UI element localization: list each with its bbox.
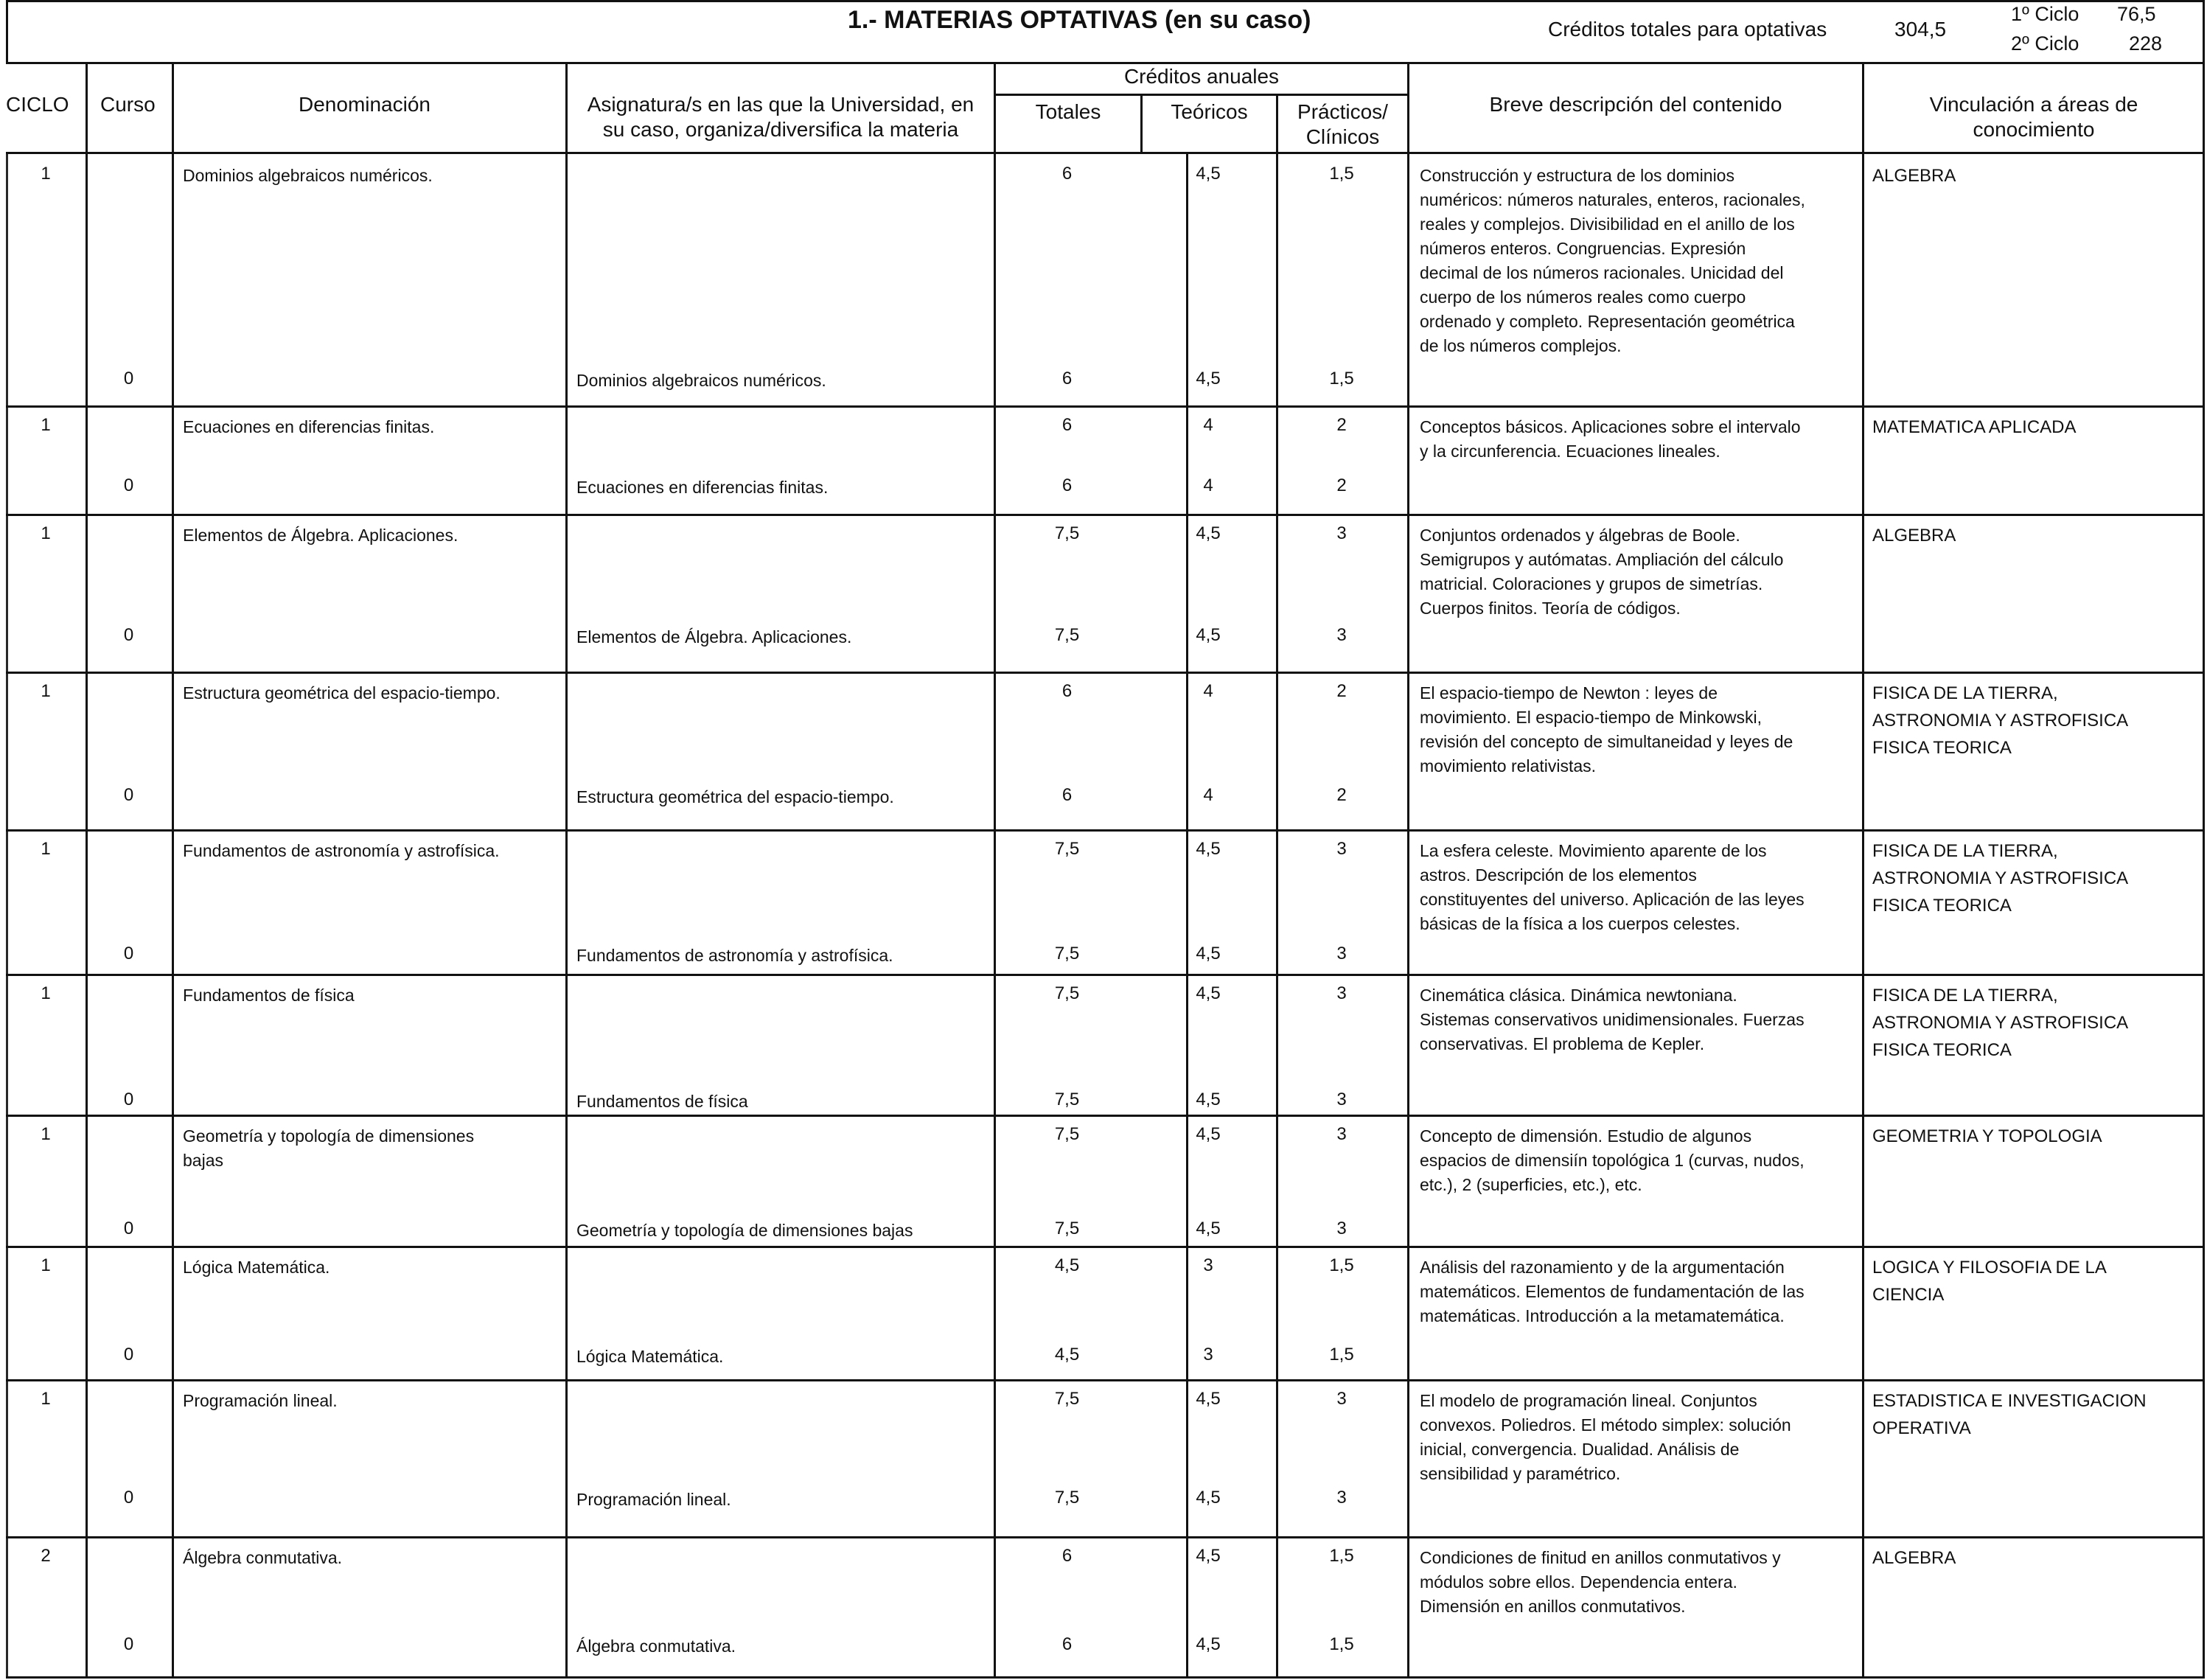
descripcion-cell: Análisis del razonamiento y de la argumentación matemáticos. Elementos de fundamentación de las matemáticas. Introducción a la metamatemática. [1420, 1258, 1805, 1325]
teoricos-sub-cell: 4,5 [1196, 1090, 1221, 1109]
ciclo-cell: 1 [41, 983, 51, 1003]
vinculacion-cell: GEOMETRIA Y TOPOLOGIA [1872, 1126, 2102, 1146]
table-bottom-border [6, 1676, 2204, 1679]
ciclo2-value: 228 [2129, 32, 2163, 55]
curso-cell: 0 [123, 475, 134, 495]
practicos-cell: 2 [1336, 681, 1347, 701]
teoricos-sub-cell: 4,5 [1196, 369, 1221, 388]
denominacion-cell: Dominios algebraicos numéricos. [183, 166, 433, 185]
ciclo-cell: 1 [41, 164, 51, 184]
teoricos-cell: 4,5 [1196, 1124, 1221, 1144]
teoricos-cell: 4,5 [1196, 164, 1221, 184]
vinculacion-cell: MATEMATICA APLICADA [1872, 417, 2077, 437]
practicos-cell: 3 [1336, 983, 1347, 1003]
asignatura-cell: Lógica Matemática. [576, 1347, 724, 1366]
row-divider [6, 974, 2204, 976]
descripcion-cell: La esfera celeste. Movimiento aparente de los astros. Descripción de los elementos constituyentes del universo. Aplicación de las leyes básicas de la física a los cuerpos celestes. [1420, 841, 1805, 933]
totales-sub-cell: 7,5 [1054, 1090, 1080, 1109]
practicos-cell: 3 [1336, 1389, 1347, 1409]
curso-cell: 0 [123, 1219, 134, 1238]
asignatura-cell: Geometría y topología de dimensiones bajas [576, 1221, 913, 1240]
ciclo-cell: 1 [41, 1255, 51, 1275]
totales-sub-cell: 6 [1061, 369, 1073, 388]
descripcion-cell: El espacio-tiempo de Newton : leyes de movimiento. El espacio-tiempo de Minkowski, revisión del concepto de simultaneidad y leyes de movimiento relativistas. [1420, 683, 1793, 775]
practicos-sub-cell: 3 [1336, 625, 1347, 645]
practicos-cell: 1,5 [1329, 1546, 1354, 1566]
practicos-cell: 3 [1336, 523, 1347, 543]
row-divider [6, 1115, 2204, 1117]
descripcion-cell: Condiciones de finitud en anillos conmutativos y módulos sobre ellos. Dependencia entera. Dimensión en anillos conmutativos. [1420, 1548, 1781, 1616]
col-practicos-line2: Clínicos [1305, 125, 1380, 148]
totales-sub-cell: 4,5 [1054, 1345, 1080, 1364]
vinculacion-cell: ALGEBRA [1872, 526, 1956, 546]
asignatura-cell: Álgebra conmutativa. [576, 1637, 736, 1656]
practicos-sub-cell: 3 [1336, 944, 1347, 963]
curso-cell: 0 [123, 1090, 134, 1109]
descripcion-cell: Construcción y estructura de los dominios numéricos: números naturales, enteros, racionales, reales y complejos. Divisibilidad en el anillo de los números enteros. Congruencias. Expresión decimal de los números racionales. Unicidad del cuerpo de los números reales como cuerpo ordenado y completo. Representación geométrica de los números complejos. [1420, 166, 1805, 355]
practicos-cell: 1,5 [1329, 1255, 1354, 1275]
totales-cell: 7,5 [1054, 1124, 1080, 1144]
col-asignatura-line1: Asignatura/s en las que la Universidad, en [587, 93, 975, 116]
col-ciclo: CICLO [6, 93, 69, 116]
row-divider [6, 1246, 2204, 1248]
creditos-totales-value: 304,5 [1894, 18, 1947, 41]
descripcion-cell: El modelo de programación lineal. Conjuntos convexos. Poliedros. El método simplex: solución inicial, convergencia. Dualidad. Análisis de sensibilidad y paramétrico. [1420, 1391, 1791, 1483]
totales-sub-cell: 6 [1061, 475, 1073, 495]
curso-cell: 0 [123, 785, 134, 805]
denominacion-cell: Ecuaciones en diferencias finitas. [183, 417, 435, 436]
ciclo-cell: 1 [41, 1389, 51, 1409]
col-denominacion: Denominación [299, 93, 430, 116]
asignatura-cell: Fundamentos de física [576, 1092, 748, 1111]
practicos-cell: 3 [1336, 839, 1347, 859]
totales-cell: 6 [1061, 164, 1073, 184]
curso-cell: 0 [123, 1634, 134, 1654]
ciclo2-label: 2º Ciclo [2011, 32, 2079, 55]
ciclo1-value: 76,5 [2117, 3, 2156, 25]
vinculacion-cell: FISICA DE LA TIERRA, ASTRONOMIA Y ASTROFISICA FISICA TEORICA [1872, 986, 2129, 1060]
asignatura-cell: Dominios algebraicos numéricos. [576, 371, 826, 390]
vinculacion-cell: ALGEBRA [1872, 166, 1956, 186]
asignatura-cell: Programación lineal. [576, 1490, 731, 1509]
totales-sub-cell: 6 [1061, 1634, 1073, 1654]
teoricos-sub-cell: 4 [1203, 475, 1213, 495]
asignatura-cell: Elementos de Álgebra. Aplicaciones. [576, 627, 852, 646]
creditos-totales-label: Créditos totales para optativas [1548, 18, 1827, 41]
practicos-sub-cell: 1,5 [1329, 369, 1354, 388]
page-title: 1.- MATERIAS OPTATIVAS (en su caso) [848, 6, 1311, 34]
col-vinculacion-line2: conocimiento [1973, 118, 2095, 141]
practicos-sub-cell: 1,5 [1329, 1634, 1354, 1654]
denominacion-cell: Fundamentos de astronomía y astrofísica. [183, 841, 500, 860]
descripcion-cell: Cinemática clásica. Dinámica newtoniana. Sistemas conservativos unidimensionales. Fuerzas conservativas. El problema de Kepler. [1420, 986, 1805, 1053]
denominacion-cell: Geometría y topología de dimensiones bajas [183, 1126, 475, 1170]
curso-cell: 0 [123, 625, 134, 645]
teoricos-cell: 4 [1203, 415, 1213, 435]
col-teoricos: Teóricos [1171, 100, 1248, 123]
asignatura-cell: Fundamentos de astronomía y astrofísica. [576, 946, 893, 965]
teoricos-sub-cell: 4,5 [1196, 944, 1221, 963]
curso-cell: 0 [123, 369, 134, 388]
teoricos-sub-cell: 4,5 [1196, 1219, 1221, 1238]
practicos-cell: 1,5 [1329, 164, 1354, 184]
totales-sub-cell: 7,5 [1054, 944, 1080, 963]
teoricos-sub-cell: 4,5 [1196, 625, 1221, 645]
totales-sub-cell: 7,5 [1054, 1219, 1080, 1238]
col-descripcion: Breve descripción del contenido [1489, 93, 1782, 116]
denominacion-cell: Estructura geométrica del espacio-tiempo. [183, 683, 501, 703]
col-totales: Totales [1035, 100, 1101, 123]
denominacion-cell: Elementos de Álgebra. Aplicaciones. [183, 526, 459, 545]
practicos-cell: 3 [1336, 1124, 1347, 1144]
teoricos-sub-cell: 4,5 [1196, 1488, 1221, 1508]
row-divider [6, 514, 2204, 516]
ciclo-cell: 2 [41, 1546, 51, 1566]
practicos-sub-cell: 3 [1336, 1090, 1347, 1109]
col-creditos-anuales: Créditos anuales [1123, 65, 1280, 88]
vinculacion-cell: ALGEBRA [1872, 1548, 1956, 1568]
denominacion-cell: Lógica Matemática. [183, 1258, 330, 1277]
teoricos-cell: 4 [1203, 681, 1213, 701]
totales-cell: 7,5 [1054, 983, 1080, 1003]
row-divider [6, 405, 2204, 408]
teoricos-cell: 4,5 [1196, 839, 1221, 859]
vinculacion-cell: ESTADISTICA E INVESTIGACION OPERATIVA [1872, 1391, 2147, 1438]
totales-cell: 7,5 [1054, 839, 1080, 859]
practicos-sub-cell: 3 [1336, 1488, 1347, 1508]
descripcion-cell: Conjuntos ordenados y álgebras de Boole. Semigrupos y autómatas. Ampliación del cálculo matricial. Coloraciones y grupos de simetrías. Cuerpos finitos. Teoría de códigos. [1420, 526, 1784, 618]
teoricos-sub-cell: 4,5 [1196, 1634, 1221, 1654]
teoricos-cell: 4,5 [1196, 983, 1221, 1003]
row-divider [6, 1379, 2204, 1381]
descripcion-cell: Concepto de dimensión. Estudio de algunos espacios de dimensiín topológica 1 (curvas, nudos, etc.), 2 (superficies, etc.), etc. [1420, 1126, 1805, 1194]
denominacion-cell: Álgebra conmutativa. [183, 1548, 343, 1567]
practicos-sub-cell: 2 [1336, 785, 1347, 805]
col-asignatura-line2: su caso, organiza/diversifica la materia [602, 118, 959, 141]
curso-cell: 0 [123, 944, 134, 963]
row-divider [6, 672, 2204, 674]
curso-cell: 0 [123, 1345, 134, 1364]
practicos-sub-cell: 2 [1336, 475, 1347, 495]
ciclo1-label: 1º Ciclo [2011, 3, 2079, 25]
asignatura-cell: Ecuaciones en diferencias finitas. [576, 478, 829, 497]
practicos-cell: 2 [1336, 415, 1347, 435]
totales-sub-cell: 6 [1061, 785, 1073, 805]
asignatura-cell: Estructura geométrica del espacio-tiempo. [576, 787, 894, 806]
col-curso: Curso [100, 93, 156, 116]
totales-cell: 6 [1061, 415, 1073, 435]
totales-cell: 7,5 [1054, 523, 1080, 543]
vinculacion-cell: LOGICA Y FILOSOFIA DE LA CIENCIA [1872, 1258, 2107, 1305]
col-practicos-line1: Prácticos/ [1297, 100, 1388, 123]
row-divider [6, 829, 2204, 832]
descripcion-cell: Conceptos básicos. Aplicaciones sobre el intervalo y la circunferencia. Ecuaciones lineales. [1420, 417, 1801, 461]
teoricos-sub-cell: 3 [1203, 1345, 1213, 1364]
denominacion-cell: Fundamentos de física [183, 986, 355, 1005]
totales-sub-cell: 7,5 [1054, 625, 1080, 645]
teoricos-cell: 3 [1203, 1255, 1213, 1275]
teoricos-cell: 4,5 [1196, 1389, 1221, 1409]
teoricos-cell: 4,5 [1196, 523, 1221, 543]
teoricos-sub-cell: 4 [1203, 785, 1213, 805]
ciclo-cell: 1 [41, 523, 51, 543]
practicos-sub-cell: 1,5 [1329, 1345, 1354, 1364]
totales-cell: 4,5 [1054, 1255, 1080, 1275]
totales-cell: 6 [1061, 1546, 1073, 1566]
col-vinculacion-line1: Vinculación a áreas de [1929, 93, 2138, 116]
teoricos-cell: 4,5 [1196, 1546, 1221, 1566]
ciclo-cell: 1 [41, 681, 51, 701]
totales-sub-cell: 7,5 [1054, 1488, 1080, 1508]
denominacion-cell: Programación lineal. [183, 1391, 338, 1410]
practicos-sub-cell: 3 [1336, 1219, 1347, 1238]
totales-cell: 7,5 [1054, 1389, 1080, 1409]
vinculacion-cell: FISICA DE LA TIERRA, ASTRONOMIA Y ASTROFISICA FISICA TEORICA [1872, 841, 2129, 916]
ciclo-cell: 1 [41, 415, 51, 435]
ciclo-cell: 1 [41, 1124, 51, 1144]
totales-cell: 6 [1061, 681, 1073, 701]
vinculacion-cell: FISICA DE LA TIERRA, ASTRONOMIA Y ASTROFISICA FISICA TEORICA [1872, 683, 2129, 758]
ciclo-cell: 1 [41, 839, 51, 859]
curso-cell: 0 [123, 1488, 134, 1508]
row-divider [6, 1536, 2204, 1538]
